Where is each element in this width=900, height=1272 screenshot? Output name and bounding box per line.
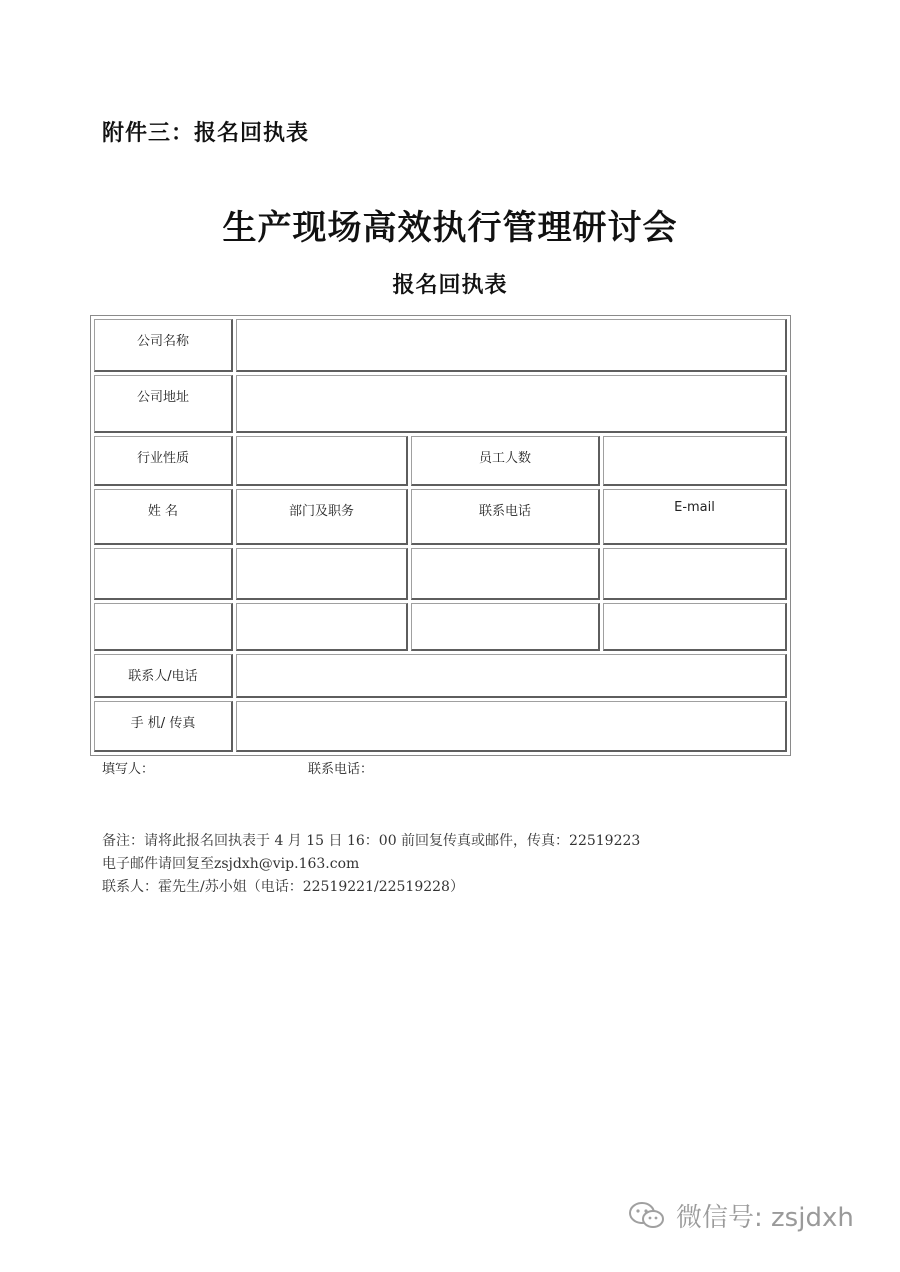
table-row bbox=[94, 701, 787, 752]
company-address-field[interactable] bbox=[236, 375, 787, 433]
document-subtitle: 报名回执表 bbox=[392, 272, 508, 298]
email-column-header: E-mail bbox=[603, 489, 787, 545]
attendee-name-field[interactable] bbox=[94, 603, 233, 651]
employee-count-label: 员工人数 bbox=[411, 436, 600, 486]
employee-count-field[interactable] bbox=[603, 436, 787, 486]
attendee-name-field[interactable] bbox=[94, 548, 233, 600]
attendee-phone-field[interactable] bbox=[411, 603, 600, 651]
watermark-text: 微信号: zsjdxh bbox=[676, 1203, 854, 1233]
wechat-icon bbox=[628, 1200, 666, 1232]
table-row bbox=[94, 603, 787, 651]
note-line: 备注：请将此报名回执表于 4 月 15 日 16：00 前回复传真或邮件，传真：22519223 bbox=[102, 833, 641, 849]
phone-column-header: 联系电话 bbox=[411, 489, 600, 545]
table-row bbox=[94, 436, 787, 486]
attachment-label: 附件三：报名回执表 bbox=[102, 120, 310, 146]
filler-phone-label: 联系电话： bbox=[308, 762, 374, 777]
document-title: 生产现场高效执行管理研讨会 bbox=[222, 208, 678, 248]
industry-field[interactable] bbox=[236, 436, 408, 486]
filler-label: 填写人： bbox=[102, 762, 155, 777]
table-row bbox=[94, 375, 787, 433]
contact-person-field[interactable] bbox=[236, 654, 787, 698]
wechat-watermark bbox=[628, 1197, 854, 1234]
mobile-fax-label: 手 机/ 传真 bbox=[94, 701, 233, 752]
attendee-email-field[interactable] bbox=[603, 548, 787, 600]
table-row bbox=[94, 548, 787, 600]
note-line: 联系人：霍先生/苏小姐（电话：22519221/22519228） bbox=[102, 879, 464, 895]
table-row bbox=[94, 489, 787, 545]
industry-label: 行业性质 bbox=[94, 436, 233, 486]
name-column-header: 姓 名 bbox=[94, 489, 233, 545]
company-name-field[interactable] bbox=[236, 319, 787, 372]
note-line: 电子邮件请回复至zsjdxh@vip.163.com bbox=[102, 856, 360, 872]
company-address-label: 公司地址 bbox=[94, 375, 233, 433]
attendee-phone-field[interactable] bbox=[411, 548, 600, 600]
company-name-label: 公司名称 bbox=[94, 319, 233, 372]
attendee-department-field[interactable] bbox=[236, 603, 408, 651]
contact-person-label: 联系人/电话 bbox=[94, 654, 233, 698]
notes-block bbox=[102, 830, 640, 899]
registration-form-table bbox=[90, 315, 791, 756]
mobile-fax-field[interactable] bbox=[236, 701, 787, 752]
attendee-department-field[interactable] bbox=[236, 548, 408, 600]
table-row bbox=[94, 319, 787, 372]
attendee-email-field[interactable] bbox=[603, 603, 787, 651]
department-column-header: 部门及职务 bbox=[236, 489, 408, 545]
table-row bbox=[94, 654, 787, 698]
